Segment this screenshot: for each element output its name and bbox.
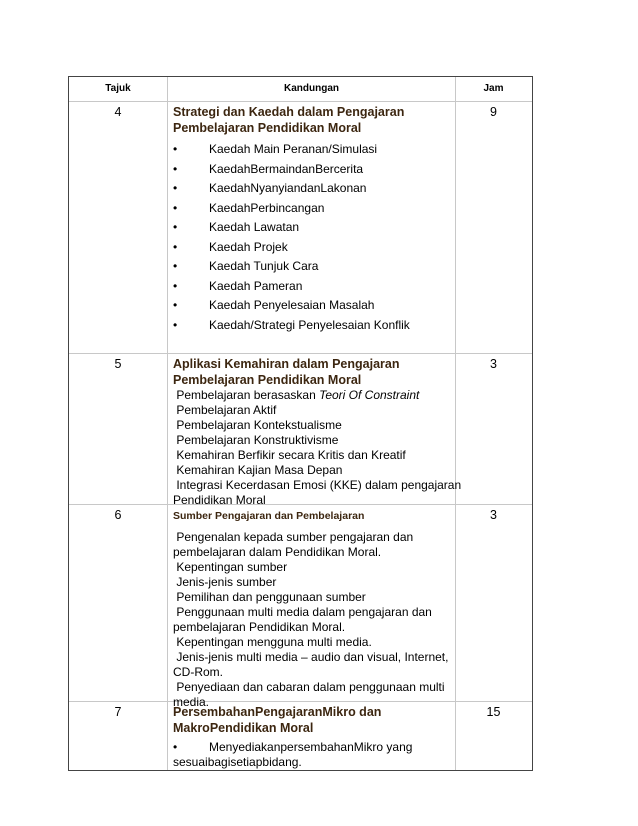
content-lines	[173, 388, 462, 511]
content-line: media.	[173, 695, 210, 709]
topic-title-line: Pembelajaran Pendidikan Moral	[173, 121, 362, 135]
content-line: Pendidikan Moral	[173, 493, 266, 507]
topic-title-line: PersembahanPengajaranMikro dan	[173, 705, 382, 719]
table-row	[69, 504, 532, 709]
kandungan-cell	[168, 354, 462, 507]
content-line-text: Pembelajaran berasaskan	[173, 388, 320, 402]
content-line: Penyediaan dan cabaran dalam penggunaan multi	[173, 680, 445, 694]
kandungan-cell	[168, 505, 456, 709]
content-line: Penggunaan multi media dalam pengajaran dan	[173, 605, 432, 619]
table-row	[69, 701, 532, 770]
list-item: • KaedahBermaindanBercerita	[173, 160, 455, 180]
content-line: Jenis-jenis sumber	[173, 575, 277, 589]
list-item: • KaedahNyanyiandanLakonan	[173, 179, 455, 199]
kandungan-cell	[168, 102, 456, 353]
content-line: Integrasi Kecerdasan Emosi (KKE) dalam pengajaran	[173, 478, 462, 492]
topic-title-line: Pembelajaran Pendidikan Moral	[173, 373, 362, 387]
list-item: • Kaedah/Strategi Penyelesaian Konflik	[173, 316, 455, 336]
tajuk-number: 6	[69, 505, 168, 701]
content-line: Jenis-jenis multi media – audio dan visual, Internet,	[173, 650, 449, 664]
jam-value: 3	[490, 508, 497, 522]
topic-title	[173, 102, 455, 136]
list-item: • Kaedah Pameran	[173, 277, 455, 297]
content-line: pembelajaran dalam Pendidikan Moral.	[173, 545, 382, 559]
content-line: Kemahiran Berfikir secara Kritis dan Kreatif	[173, 448, 406, 462]
jam-value: 3	[490, 357, 497, 371]
tajuk-number: 4	[69, 102, 168, 353]
list-item: • Kaedah Lawatan	[173, 218, 455, 238]
content-line: Pembelajaran Kontekstualisme	[173, 418, 342, 432]
topic-title: Sumber Pengajaran dan Pembelajaran	[173, 510, 365, 522]
list-item: • Kaedah Penyelesaian Masalah	[173, 296, 455, 316]
list-item-text: MenyediakanpersembahanMikro yang	[209, 740, 413, 754]
table-row	[69, 353, 532, 507]
bullet-icon: •	[173, 740, 178, 754]
tajuk-number: 5	[69, 354, 168, 504]
kandungan-cell	[168, 702, 456, 770]
content-line: Pembelajaran Konstruktivisme	[173, 433, 339, 447]
list-item: • Kaedah Projek	[173, 238, 455, 258]
content-line: Pembelajaran Aktif	[173, 403, 277, 417]
content-lines	[173, 530, 455, 713]
content-line	[173, 388, 455, 403]
topic-title-line: Strategi dan Kaedah dalam Pengajaran	[173, 105, 405, 119]
syllabus-table	[68, 76, 533, 771]
table-row	[69, 101, 532, 353]
content-line: Kemahiran Kajian Masa Depan	[173, 463, 343, 477]
list-item-text: sesuaibagisetiapbidang.	[173, 755, 302, 769]
list-item: • Kaedah Tunjuk Cara	[173, 257, 455, 277]
header-kandungan: Kandungan	[168, 77, 456, 101]
content-line: CD-Rom.	[173, 665, 223, 679]
header-jam: Jam	[483, 83, 504, 94]
content-line-italic: Teori Of Constraint	[319, 388, 420, 402]
table-header-row	[69, 77, 532, 101]
content-line: Pengenalan kepada sumber pengajaran dan	[173, 530, 414, 544]
list-item	[173, 740, 455, 774]
jam-value: 15	[486, 705, 501, 719]
content-line: Kepentingan mengguna multi media.	[173, 635, 372, 649]
topic-title	[173, 702, 455, 736]
jam-value: 9	[490, 105, 497, 119]
header-tajuk: Tajuk	[69, 77, 168, 101]
content-line: Pemilihan dan penggunaan sumber	[173, 590, 366, 604]
method-list	[173, 140, 455, 335]
topic-title	[173, 354, 455, 388]
tajuk-number: 7	[69, 702, 168, 770]
content-line: pembelajaran Pendidikan Moral.	[173, 620, 346, 634]
list-item: • Kaedah Main Peranan/Simulasi	[173, 140, 455, 160]
topic-title-line: Aplikasi Kemahiran dalam Pengajaran	[173, 357, 400, 371]
topic-title-line: MakroPendidikan Moral	[173, 721, 314, 735]
content-line: Kepentingan sumber	[173, 560, 288, 574]
list-item: • KaedahPerbincangan	[173, 199, 455, 219]
